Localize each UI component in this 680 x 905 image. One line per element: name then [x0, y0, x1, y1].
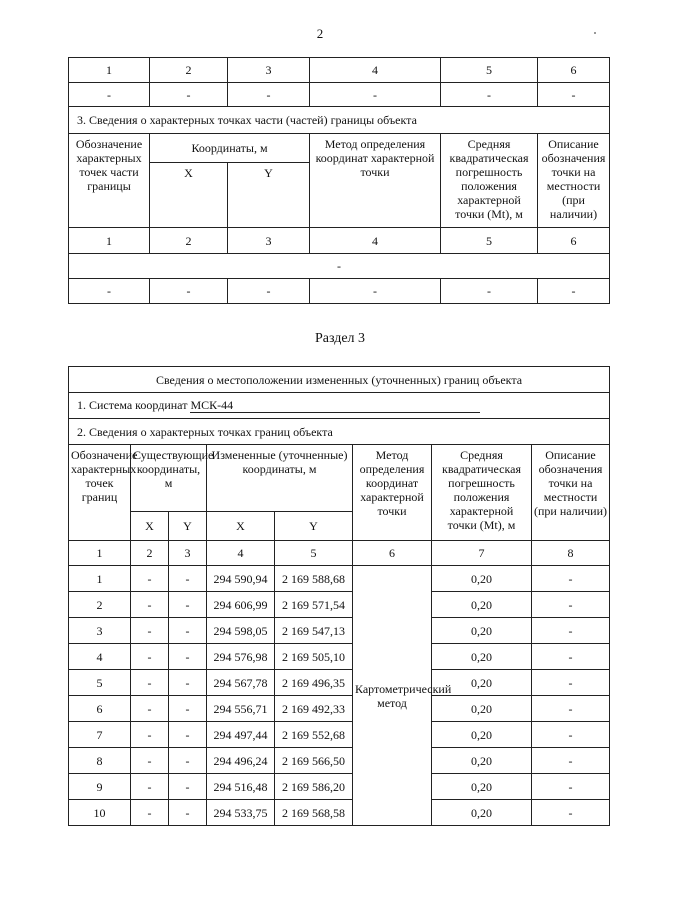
scan-speck — [594, 32, 596, 34]
changed-x-cell: 294 533,75 — [207, 800, 275, 826]
existing-x-cell: - — [131, 774, 169, 800]
changed-x-header: X — [207, 512, 275, 541]
description-cell: - — [532, 748, 610, 774]
col-number-cell: 1 — [69, 58, 150, 83]
table-row — [69, 696, 610, 722]
error-cell: 0,20 — [432, 644, 532, 670]
changed-y-header: Y — [275, 512, 353, 541]
part-points-heading: 3. Сведения о характерных точках части (частей) границы объекта — [69, 107, 610, 134]
error-cell: 0,20 — [432, 670, 532, 696]
col-number-cell: 5 — [441, 228, 538, 254]
col-number-cell: 1 — [69, 228, 150, 254]
changed-y-cell: 2 169 552,68 — [275, 722, 353, 748]
point-number-cell: 5 — [69, 670, 131, 696]
table-title: Сведения о местоположении измененных (уточненных) границ объекта — [69, 367, 610, 393]
changed-x-cell: 294 497,44 — [207, 722, 275, 748]
table-row — [69, 419, 610, 445]
table-header-row — [69, 445, 610, 512]
existing-y-cell: - — [169, 618, 207, 644]
table-row — [69, 748, 610, 774]
col-number-cell: 5 — [441, 58, 538, 83]
table-row — [69, 722, 610, 748]
col-number-cell: 4 — [310, 58, 441, 83]
changed-x-cell: 294 567,78 — [207, 670, 275, 696]
description-cell: - — [532, 800, 610, 826]
existing-x-cell: - — [131, 566, 169, 592]
designation-header: Обозначение характерных точек границ — [69, 445, 131, 541]
table-cell: - — [228, 83, 310, 107]
table-cell: - — [150, 83, 228, 107]
existing-y-cell: - — [169, 722, 207, 748]
col-number-cell: 3 — [228, 228, 310, 254]
y-header: Y — [228, 163, 310, 228]
table-row — [69, 541, 610, 566]
error-cell: 0,20 — [432, 748, 532, 774]
changed-coords-header: Измененные (уточненные) координаты, м — [207, 445, 353, 512]
table-row — [69, 774, 610, 800]
table-row — [69, 618, 610, 644]
col-number-cell: 8 — [532, 541, 610, 566]
point-number-cell: 10 — [69, 800, 131, 826]
points-heading: 2. Сведения о характерных точках границ объекта — [69, 419, 610, 445]
point-number-cell: 4 — [69, 644, 131, 670]
error-header: Средняя квадратическая погрешность положения характерной точки (Mt), м — [441, 134, 538, 228]
existing-y-cell: - — [169, 774, 207, 800]
table-row — [69, 58, 610, 83]
changed-y-cell: 2 169 568,58 — [275, 800, 353, 826]
changed-y-cell: 2 169 586,20 — [275, 774, 353, 800]
changed-x-cell: 294 516,48 — [207, 774, 275, 800]
table-row — [69, 592, 610, 618]
existing-x-cell: - — [131, 592, 169, 618]
existing-y-cell: - — [169, 592, 207, 618]
existing-y-cell: - — [169, 800, 207, 826]
coords-header: Координаты, м — [150, 134, 310, 163]
existing-coords-header: Существующие координаты, м — [131, 445, 207, 512]
changed-boundaries-table — [68, 366, 610, 826]
col-number-cell: 2 — [150, 228, 228, 254]
table-row — [69, 367, 610, 393]
error-header: Средняя квадратическая погрешность положения характерной точки (Mt), м — [432, 445, 532, 541]
error-cell: 0,20 — [432, 592, 532, 618]
col-number-cell: 5 — [275, 541, 353, 566]
point-number-cell: 2 — [69, 592, 131, 618]
section-title: Раздел 3 — [314, 331, 366, 346]
description-cell: - — [532, 566, 610, 592]
description-cell: - — [532, 618, 610, 644]
table-row — [69, 644, 610, 670]
span-dash-cell: - — [69, 254, 610, 279]
existing-y-header: Y — [169, 512, 207, 541]
point-number-cell: 7 — [69, 722, 131, 748]
table-row — [69, 800, 610, 826]
changed-y-cell: 2 169 588,68 — [275, 566, 353, 592]
table-cell: - — [228, 279, 310, 304]
existing-x-cell: - — [131, 644, 169, 670]
description-header: Описание обозначения точки на местности (при наличии) — [538, 134, 610, 228]
col-number-cell: 4 — [207, 541, 275, 566]
description-cell: - — [532, 696, 610, 722]
col-number-cell: 7 — [432, 541, 532, 566]
error-cell: 0,20 — [432, 774, 532, 800]
existing-x-cell: - — [131, 800, 169, 826]
table-cell: - — [441, 83, 538, 107]
coordinate-system-value: МСК-44 — [190, 398, 480, 413]
table-cell: - — [150, 279, 228, 304]
existing-y-cell: - — [169, 670, 207, 696]
changed-y-cell: 2 169 547,13 — [275, 618, 353, 644]
page-number: 2 — [316, 26, 324, 41]
col-number-cell: 4 — [310, 228, 441, 254]
point-number-cell: 6 — [69, 696, 131, 722]
description-header: Описание обозначения точки на местности (при наличии) — [532, 445, 610, 541]
col-number-cell: 6 — [353, 541, 432, 566]
method-cell: Картометрический метод — [353, 566, 432, 826]
changed-y-cell: 2 169 571,54 — [275, 592, 353, 618]
description-cell: - — [532, 774, 610, 800]
coordinate-system-label: 1. Система координат — [77, 398, 188, 412]
designation-header: Обозначение характерных точек части границы — [69, 134, 150, 228]
existing-y-cell: - — [169, 566, 207, 592]
table-row — [69, 279, 610, 304]
changed-x-cell: 294 556,71 — [207, 696, 275, 722]
changed-x-cell: 294 598,05 — [207, 618, 275, 644]
col-number-cell: 6 — [538, 58, 610, 83]
part-boundary-table — [68, 57, 610, 304]
table-cell: - — [538, 279, 610, 304]
table-row — [69, 254, 610, 279]
existing-x-cell: - — [131, 722, 169, 748]
existing-y-cell: - — [169, 748, 207, 774]
error-cell: 0,20 — [432, 722, 532, 748]
existing-x-cell: - — [131, 670, 169, 696]
table-cell: - — [310, 83, 441, 107]
table-row — [69, 393, 610, 419]
method-header: Метод определения координат характерной точки — [353, 445, 432, 541]
error-cell: 0,20 — [432, 800, 532, 826]
col-number-cell: 6 — [538, 228, 610, 254]
description-cell: - — [532, 670, 610, 696]
changed-y-cell: 2 169 566,50 — [275, 748, 353, 774]
existing-x-header: X — [131, 512, 169, 541]
x-header: X — [150, 163, 228, 228]
existing-x-cell: - — [131, 696, 169, 722]
existing-y-cell: - — [169, 644, 207, 670]
points-body — [69, 566, 610, 826]
table-cell: - — [441, 279, 538, 304]
table-row — [69, 83, 610, 107]
existing-x-cell: - — [131, 618, 169, 644]
col-number-cell: 2 — [131, 541, 169, 566]
coordinate-system-row — [69, 393, 610, 419]
existing-y-cell: - — [169, 696, 207, 722]
changed-x-cell: 294 576,98 — [207, 644, 275, 670]
description-cell: - — [532, 592, 610, 618]
col-number-cell: 3 — [228, 58, 310, 83]
table-cell: - — [69, 279, 150, 304]
col-number-cell: 2 — [150, 58, 228, 83]
error-cell: 0,20 — [432, 696, 532, 722]
description-cell: - — [532, 644, 610, 670]
existing-x-cell: - — [131, 748, 169, 774]
error-cell: 0,20 — [432, 618, 532, 644]
table-row — [69, 228, 610, 254]
changed-x-cell: 294 590,94 — [207, 566, 275, 592]
point-number-cell: 9 — [69, 774, 131, 800]
col-number-cell: 3 — [169, 541, 207, 566]
point-number-cell: 8 — [69, 748, 131, 774]
col-number-cell: 1 — [69, 541, 131, 566]
point-number-cell: 1 — [69, 566, 131, 592]
method-header: Метод определения координат характерной точки — [310, 134, 441, 228]
changed-x-cell: 294 496,24 — [207, 748, 275, 774]
point-number-cell: 3 — [69, 618, 131, 644]
changed-y-cell: 2 169 492,33 — [275, 696, 353, 722]
table-row — [69, 107, 610, 134]
table-row — [69, 670, 610, 696]
table-cell: - — [538, 83, 610, 107]
table-header-row — [69, 134, 610, 163]
table-row — [69, 566, 610, 592]
changed-y-cell: 2 169 496,35 — [275, 670, 353, 696]
changed-x-cell: 294 606,99 — [207, 592, 275, 618]
changed-y-cell: 2 169 505,10 — [275, 644, 353, 670]
error-cell: 0,20 — [432, 566, 532, 592]
table-cell: - — [310, 279, 441, 304]
description-cell: - — [532, 722, 610, 748]
table-cell: - — [69, 83, 150, 107]
